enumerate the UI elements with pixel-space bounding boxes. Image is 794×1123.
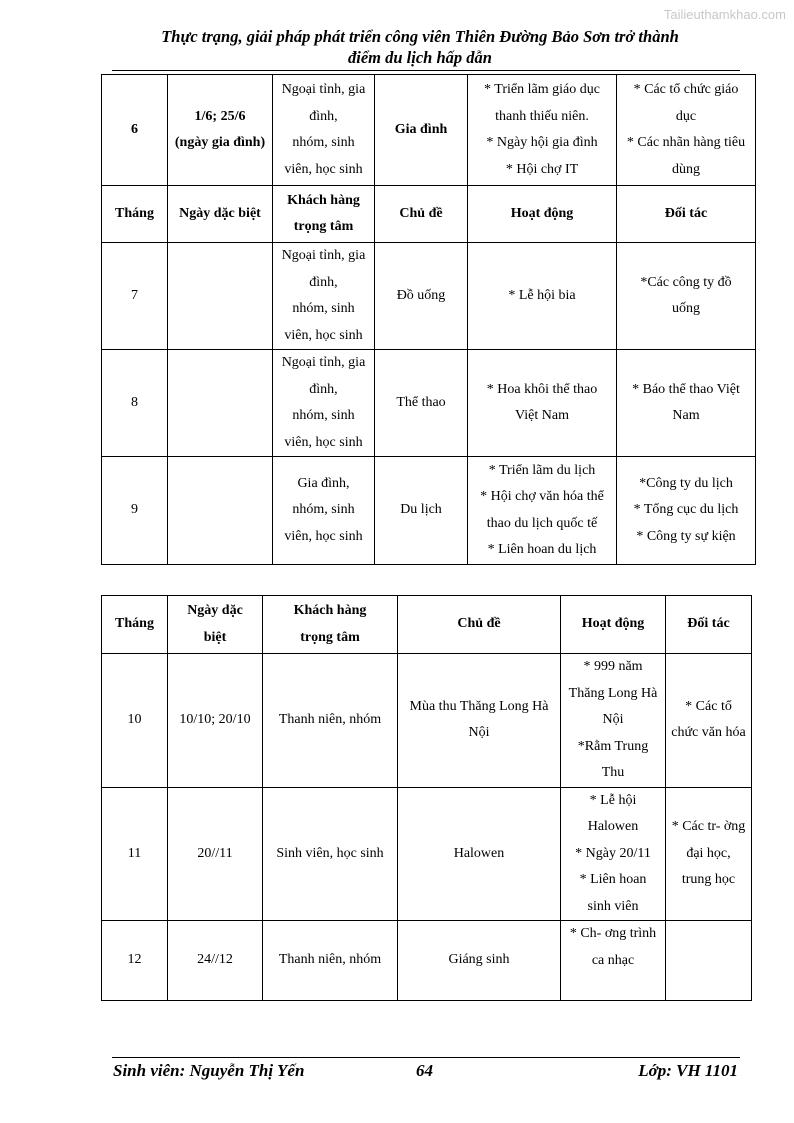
partner-cell: * Báo thể thao Việt Nam bbox=[617, 350, 756, 457]
customer-cell: Ngoại tỉnh, gia đình, nhóm, sinh viên, học sinh bbox=[273, 350, 375, 457]
partner-cell: *Công ty du lịch * Tổng cục du lịch * Công ty sự kiện bbox=[617, 457, 756, 565]
month-cell: 10 bbox=[102, 654, 168, 788]
customer-cell: Gia đình, nhóm, sinh viên, học sinh bbox=[273, 457, 375, 565]
special-day-cell bbox=[168, 350, 273, 457]
activity-cell: * Triển lãm du lịch * Hội chợ văn hóa thể thao du lịch quốc tế * Liên hoan du lịch bbox=[468, 457, 617, 565]
header-activity: Hoạt động bbox=[468, 186, 617, 243]
header-special-day: Ngày dặc biệt bbox=[168, 596, 263, 654]
customer-cell: Thanh niên, nhóm bbox=[263, 921, 398, 1001]
activity-cell: * 999 năm Thăng Long Hà Nội *Rằm Trung Thu bbox=[561, 654, 666, 788]
header-line-1: Thực trạng, giải pháp phát triển công viên Thiên Đường Bảo Sơn trở thành bbox=[161, 27, 679, 46]
event-plan-table-2 bbox=[101, 595, 752, 1001]
theme-cell: Mùa thu Thăng Long Hà Nội bbox=[398, 654, 561, 788]
table-row bbox=[102, 654, 752, 788]
month-cell: 12 bbox=[102, 921, 168, 1001]
special-day-cell: 10/10; 20/10 bbox=[168, 654, 263, 788]
activity-cell: * Lễ hội Halowen * Ngày 20/11 * Liên hoan sinh viên bbox=[561, 787, 666, 921]
theme-cell: Thể thao bbox=[375, 350, 468, 457]
header-line-2: điểm du lịch hấp dẫn bbox=[348, 48, 492, 67]
footer-class: Lớp: VH 1101 bbox=[638, 1061, 738, 1080]
header-customer: Khách hàng trọng tâm bbox=[263, 596, 398, 654]
activity-cell: * Lễ hội bia bbox=[468, 243, 617, 350]
special-day-cell bbox=[168, 243, 273, 350]
month-cell: 11 bbox=[102, 787, 168, 921]
customer-cell: Sinh viên, học sinh bbox=[263, 787, 398, 921]
header-month: Tháng bbox=[102, 596, 168, 654]
activity-cell: * Hoa khôi thể thao Việt Nam bbox=[468, 350, 617, 457]
header-partner: Đối tác bbox=[666, 596, 752, 654]
partner-cell: *Các công ty đồ uống bbox=[617, 243, 756, 350]
partner-cell bbox=[666, 921, 752, 1001]
partner-cell: * Các tổ chức văn hóa bbox=[666, 654, 752, 788]
page-number: 64 bbox=[416, 1061, 433, 1080]
header-activity: Hoạt động bbox=[561, 596, 666, 654]
month-cell: 6 bbox=[102, 75, 168, 186]
table-row bbox=[102, 350, 756, 457]
month-cell: 9 bbox=[102, 457, 168, 565]
watermark: Tailieuthamkhao.com bbox=[663, 7, 786, 22]
table-row bbox=[102, 457, 756, 565]
table-header-row bbox=[102, 596, 752, 654]
table-row bbox=[102, 75, 756, 186]
partner-cell: * Các tổ chức giáo dục * Các nhãn hàng tiêu dùng bbox=[617, 75, 756, 186]
table-row bbox=[102, 787, 752, 921]
activity-cell: * Triển lãm giáo dục thanh thiếu niên. * Ngày hội gia đình * Hội chợ IT bbox=[468, 75, 617, 186]
theme-cell: Đồ uống bbox=[375, 243, 468, 350]
customer-cell: Ngoại tỉnh, gia đình, nhóm, sinh viên, học sinh bbox=[273, 75, 375, 186]
header-partner: Đối tác bbox=[617, 186, 756, 243]
header-customer: Khách hàng trọng tâm bbox=[273, 186, 375, 243]
partner-cell: * Các tr- ờng đại học, trung học bbox=[666, 787, 752, 921]
special-day-cell: 24//12 bbox=[168, 921, 263, 1001]
footer-rule bbox=[112, 1057, 740, 1058]
table-header-row bbox=[102, 186, 756, 243]
customer-cell: Ngoại tỉnh, gia đình, nhóm, sinh viên, học sinh bbox=[273, 243, 375, 350]
special-day-cell: 1/6; 25/6 (ngày gia đình) bbox=[168, 75, 273, 186]
header-theme: Chủ đề bbox=[398, 596, 561, 654]
customer-cell: Thanh niên, nhóm bbox=[263, 654, 398, 788]
header-rule bbox=[112, 70, 740, 71]
special-day-cell bbox=[168, 457, 273, 565]
theme-cell: Gia đình bbox=[375, 75, 468, 186]
header-theme: Chủ đề bbox=[375, 186, 468, 243]
activity-cell: * Ch- ơng trình ca nhạc bbox=[561, 921, 666, 1001]
table-row bbox=[102, 243, 756, 350]
header-special-day: Ngày dặc biệt bbox=[168, 186, 273, 243]
theme-cell: Halowen bbox=[398, 787, 561, 921]
theme-cell: Du lịch bbox=[375, 457, 468, 565]
footer-student: Sinh viên: Nguyễn Thị Yến bbox=[113, 1061, 305, 1080]
running-header bbox=[100, 26, 740, 68]
event-plan-table-1 bbox=[101, 74, 756, 565]
special-day-cell: 20//11 bbox=[168, 787, 263, 921]
theme-cell: Giáng sinh bbox=[398, 921, 561, 1001]
table-row bbox=[102, 921, 752, 1001]
month-cell: 7 bbox=[102, 243, 168, 350]
header-month: Tháng bbox=[102, 186, 168, 243]
month-cell: 8 bbox=[102, 350, 168, 457]
